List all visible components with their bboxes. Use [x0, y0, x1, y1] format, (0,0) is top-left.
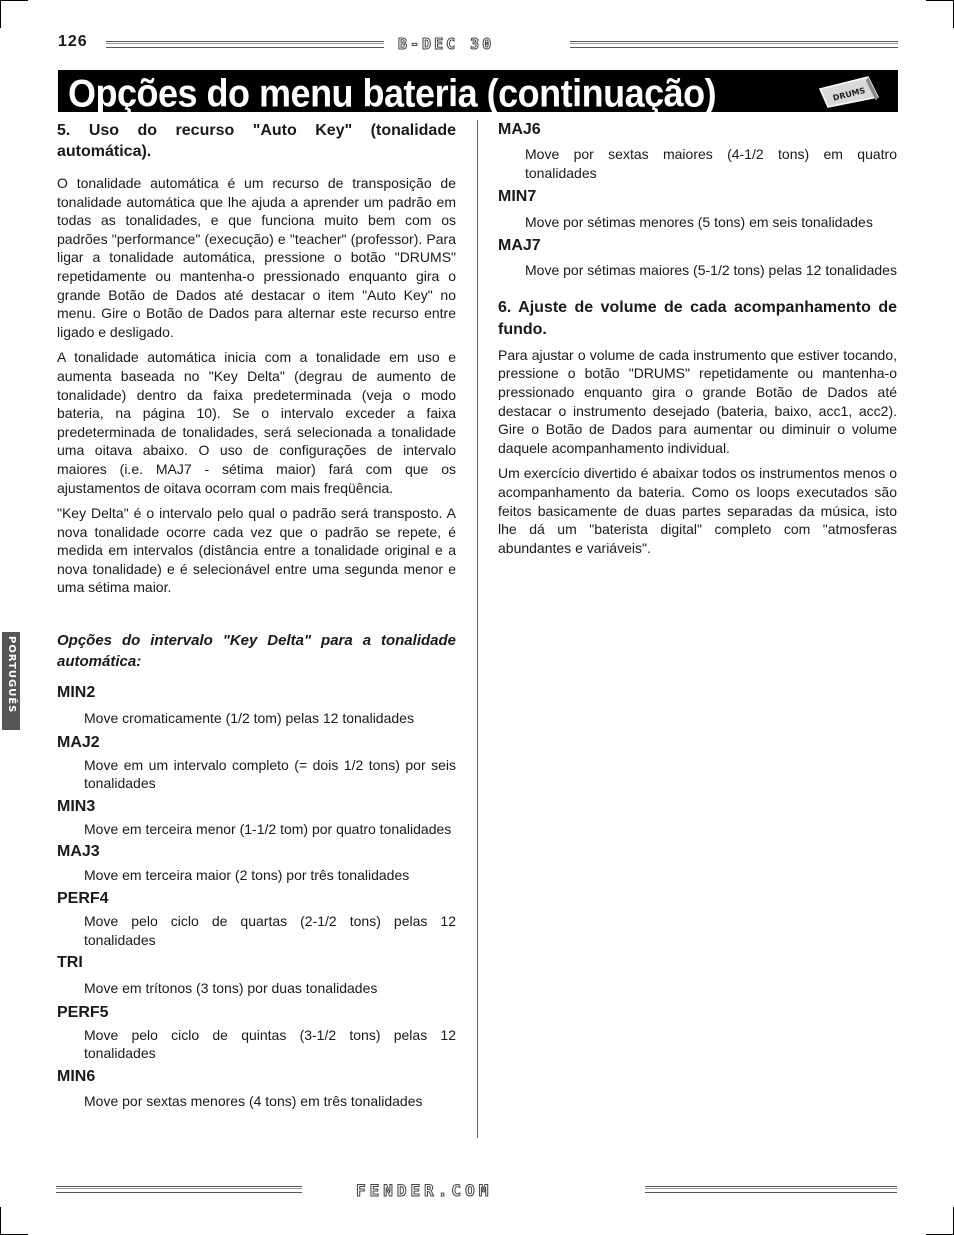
page-title: Opções do menu bateria (continuação) [68, 71, 717, 116]
option-desc: Move por sétimas menores (5 tons) em seis tonalidades [525, 214, 873, 231]
option-label: MAJ6 [498, 121, 541, 138]
paragraph: "Key Delta" é o intervalo pelo qual o padrão será transposto. A nova tonalidade ocorre cada vez que o padrão se repete, é medida em intervalos (distância entre a tonalidade original e a nova tonalidade) e é selecionável entre uma segunda menor e uma sétima maior. [57, 505, 456, 596]
option-desc: Move por sétimas maiores (5-1/2 tons) pelas 12 tonalidades [525, 261, 897, 278]
crop-mark-top-right-h [926, 0, 954, 1]
right-column [498, 120, 897, 557]
header-rule-left [106, 41, 384, 48]
option-label: MIN6 [57, 1068, 96, 1085]
option-label: MAJ7 [498, 236, 541, 254]
option-desc: Move em terceira maior (2 tons) por três tonalidades [84, 867, 410, 884]
paragraph: O tonalidade automática é um recurso de transposição de tonalidade automática que lhe ajuda a aprender um padrão em todas as tonalidades, e que funciona muito bem com os padrões "performance" (execução) e "teacher" (professor). Para ligar a tonalidade automática, pressione o botão "DRUMS" repetidamente ou mantenha-o pressionado enquanto gira o grande Botão de Dados até destacar o item "Auto Key" no menu. Gire o Botão de Dados para alternar este recurso entre ligado e desligado. [57, 175, 456, 340]
option-label: PERF4 [57, 890, 109, 908]
crop-mark-bottom-left-v [0, 1207, 1, 1235]
drums-badge-icon [818, 75, 880, 109]
option-desc: Move em trítonos (3 tons) por duas tonalidades [84, 980, 378, 997]
option-item [57, 953, 456, 998]
options-heading: Opções do intervalo "Key Delta" para a tonalidade automática: [57, 632, 456, 671]
paragraph: Um exercício divertido é abaixar todos os instrumentos menos o acompanhamento da bateria. Como os loops executados são feitos basicamente de duas partes separadas da música, isto lhe dá um "baterista digital" completo com "atmosferas abundantes e variáveis". [498, 465, 897, 556]
header-rule-right [570, 41, 898, 48]
option-label: TRI [57, 954, 83, 972]
option-label: MAJ3 [57, 843, 100, 861]
option-desc: Move em terceira menor (1-1/2 tom) por quatro tonalidades [84, 820, 452, 837]
language-tab [2, 632, 20, 730]
option-item [57, 1003, 456, 1063]
option-label: PERF5 [57, 1003, 109, 1021]
crop-mark-top-left-h [0, 0, 28, 1]
option-item [57, 797, 456, 839]
paragraph: A tonalidade automática inicia com a tonalidade em uso e aumenta baseada no "Key Delta" (degrau de aumento de tonalidade) dentro da faixa predeterminada (veja o modo bateria, na página 10). Se o intervalo exceder a faixa predeterminada de tonalidades, será selecionada a tonalidade uma oitava abaixo. O uso de configurações de intervalo maiores (i.e. MAJ7 - sétima maior) fará com que os ajustamentos de oitava ocorram com mais freqüência. [57, 349, 456, 496]
page-number: 126 [58, 33, 88, 50]
option-item [57, 842, 456, 885]
footer-site-logo: FENDER.COM [356, 1181, 493, 1200]
footer-rule-right [645, 1186, 897, 1193]
section-6-heading: 6. Ajuste de volume de cada acompanhamento de fundo. [498, 298, 897, 338]
left-column [57, 120, 456, 1111]
paragraph: Para ajustar o volume de cada instrumento que estiver tocando, pressione o botão "DRUMS" repetidamente ou mantenha-o pressionado enquanto gira o grande Botão de Dados até destacar o instrumento desejado (bateria, baixo, acc1, acc2). Gire o Botão de Dados para aumentar ou diminuir o volume daquele acompanhamento individual. [498, 346, 897, 456]
section-5-heading: 5. Uso do recurso "Auto Key" (tonalidade automática). [57, 122, 456, 160]
drums-badge-label: DRUMS [831, 85, 867, 103]
option-desc: Move pelo ciclo de quartas (2-1/2 tons) pelas 12 tonalidades [84, 913, 456, 948]
option-label: MIN2 [57, 684, 96, 702]
crop-mark-top-left-v [0, 0, 1, 28]
option-item [498, 187, 897, 232]
option-label: MIN7 [498, 188, 537, 206]
language-tab-label: PORTUGUÊS [6, 636, 17, 714]
option-desc: Move por sextas menores (4 tons) em três tonalidades [84, 1093, 423, 1109]
option-label: MAJ2 [57, 733, 100, 751]
option-label: MIN3 [57, 797, 96, 815]
footer-rule-left [56, 1186, 302, 1193]
option-item [498, 120, 897, 182]
option-desc: Move pelo ciclo de quintas (3-1/2 tons) pelas 12 tonalidades [84, 1026, 456, 1062]
option-item [57, 683, 456, 728]
option-item [498, 236, 897, 282]
option-item [57, 889, 456, 949]
option-desc: Move cromaticamente (1/2 tom) pelas 12 tonalidades [84, 710, 414, 727]
product-logo: B-DEC 30 [398, 35, 495, 53]
column-divider [477, 120, 478, 1138]
option-desc: Move em um intervalo completo (= dois 1/2 tons) por seis tonalidades [84, 756, 456, 792]
option-desc: Move por sextas maiores (4-1/2 tons) em quatro tonalidades [525, 146, 897, 181]
option-item [57, 733, 456, 793]
option-item [57, 1067, 456, 1111]
title-bar [58, 70, 898, 116]
